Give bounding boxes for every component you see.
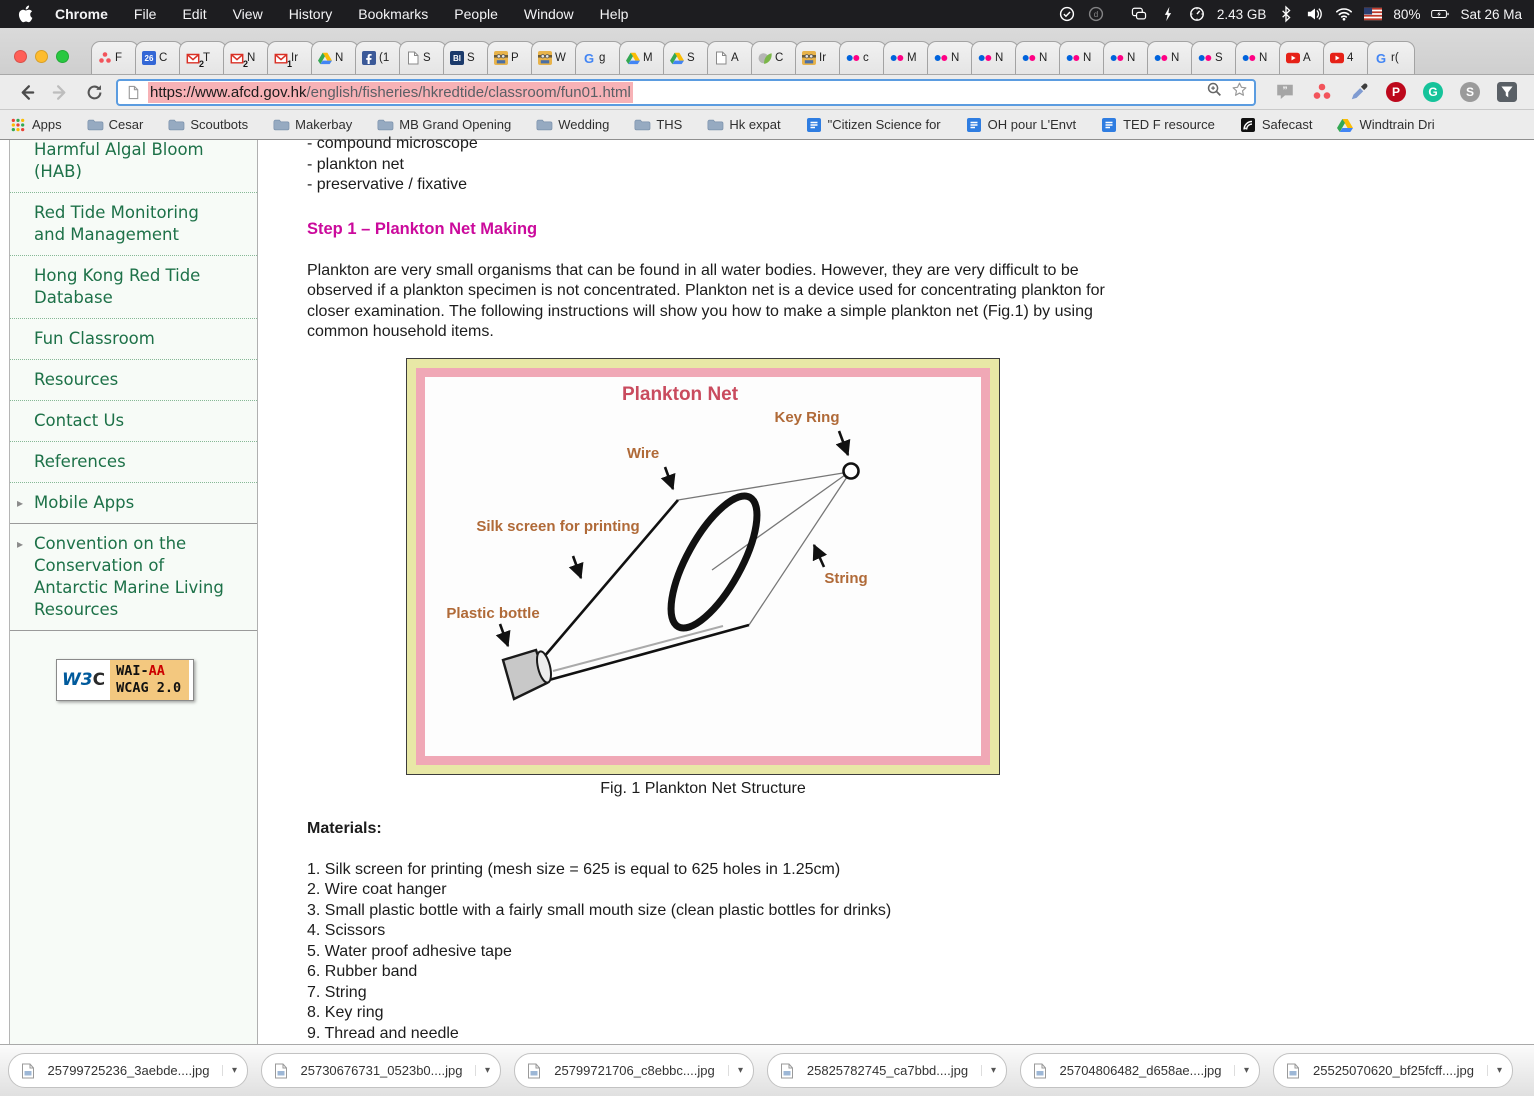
browser-tab[interactable]	[795, 41, 843, 74]
drive-icon	[1337, 118, 1353, 132]
sidebar-item-label: Red Tide Monitoring and Management	[34, 203, 199, 244]
browser-tab[interactable]	[355, 41, 403, 74]
tab-label: P	[511, 52, 519, 64]
d-circle-icon[interactable]	[1087, 6, 1105, 22]
intro-paragraph: Plankton are very small organisms that can be found in all water bodies. However, they are very difficult to be observed if a plankton specimen is not concentrated. Plankton net is a device used for concentrating plankton for closer examination. The following instructions will show you how to make a simple plankton net (Fig.1) by using common household items.	[307, 261, 1105, 340]
menu-window[interactable]: Window	[523, 6, 574, 22]
tab-label: (1	[379, 52, 390, 64]
folder-icon	[377, 118, 393, 132]
unread-count: 1	[286, 59, 292, 69]
tab-label: N	[247, 52, 256, 64]
download-caret-icon[interactable]: ▾	[728, 1065, 743, 1076]
browser-tab[interactable]	[135, 41, 183, 74]
download-filename: 25730676731_0523b0....jpg	[300, 1063, 463, 1078]
materials-item: 1. Silk screen for printing (mesh size = 625 is equal to 625 holes in 1.25cm)	[307, 860, 841, 878]
materials-item: 5. Water proof adhesive tape	[307, 942, 512, 960]
browser-tab[interactable]	[531, 41, 579, 74]
materials-item: 3. Small plastic bottle with a fairly small mouth size (clean plastic bottles for drinks)	[307, 901, 892, 919]
menu-left	[18, 5, 654, 23]
gmail-favicon-icon	[230, 51, 248, 69]
bookmark-ths[interactable]	[634, 117, 682, 132]
figure-label-wire: Wire	[626, 444, 660, 462]
figure-label-key-ring: Key Ring	[774, 408, 840, 426]
sidebar-item[interactable]	[10, 483, 257, 524]
minion-favicon-icon	[494, 51, 508, 65]
download-caret-icon[interactable]: ▾	[1234, 1065, 1249, 1076]
browser-tab[interactable]	[707, 41, 755, 74]
tab-label: S	[423, 52, 431, 64]
minion-favicon-icon	[538, 51, 552, 65]
tab-strip	[0, 28, 1534, 75]
browser-tab[interactable]	[1147, 41, 1195, 74]
google-favicon-icon: G	[583, 50, 595, 66]
browser-tab[interactable]	[575, 41, 623, 74]
apple-icon[interactable]	[18, 5, 33, 23]
sidebar-item-label: Hong Kong Red Tide Database	[34, 266, 201, 307]
bookmark-label: Scoutbots	[190, 117, 249, 132]
svg-text:”: ”	[1282, 85, 1288, 97]
flickr-favicon-icon	[934, 51, 948, 65]
reload-button[interactable]	[82, 80, 106, 104]
quote-bubble-icon[interactable]	[1274, 81, 1296, 103]
facebook-favicon-icon	[362, 51, 376, 65]
tab-label: N	[1039, 52, 1048, 64]
unread-count: 2	[198, 59, 204, 69]
chevron-right-icon: ▸	[17, 537, 24, 551]
figure-label-plastic-bottle: Plastic bottle	[446, 604, 540, 622]
bookmark-label: Windtrain Dri	[1359, 117, 1435, 132]
tab-label: g	[599, 52, 606, 64]
folder-icon	[707, 118, 723, 132]
url-host: https://www.afcd.gov.hk	[150, 83, 307, 101]
menu-bookmarks[interactable]: Bookmarks	[358, 6, 429, 22]
flickr-favicon-icon	[890, 51, 904, 65]
flickr-favicon-icon	[978, 51, 992, 65]
bookmark-label: Wedding	[558, 117, 610, 132]
tab-label: N	[1171, 52, 1180, 64]
tab-label: A	[1303, 52, 1311, 64]
url-path: /english/fisheries/hkredtide/classroom/fun01.html	[306, 83, 631, 101]
sidebar-item-label: Harmful Algal Bloom (HAB)	[34, 140, 204, 181]
bookmark-label: TED F resource	[1123, 117, 1215, 132]
flickr-favicon-icon	[1242, 51, 1256, 65]
battery-charging-icon[interactable]	[1431, 6, 1449, 22]
list-line: - plankton net	[307, 155, 404, 173]
download-item[interactable]	[8, 1053, 248, 1088]
browser-tab[interactable]	[971, 41, 1019, 74]
url-text[interactable]	[148, 84, 1198, 101]
youtube-favicon-icon	[1330, 51, 1344, 65]
safecast-icon	[1240, 118, 1256, 132]
bookmark-wedding[interactable]	[536, 117, 609, 132]
back-button[interactable]	[14, 80, 38, 104]
minion-favicon-icon	[802, 51, 816, 65]
address-bar[interactable]	[116, 79, 1256, 106]
tab-label: T	[203, 52, 211, 64]
drive-favicon-icon	[318, 51, 332, 65]
page-content	[0, 135, 1534, 1044]
jpg-file-icon	[21, 1063, 35, 1079]
browser-tab[interactable]	[91, 41, 139, 74]
tab-label: Ir	[291, 52, 299, 64]
status-text: Sat 26 Ma	[1460, 6, 1522, 22]
bi-favicon-icon: BI	[450, 51, 464, 65]
sidebar-item-label: Mobile Apps	[34, 493, 135, 512]
drive-favicon-icon	[626, 51, 640, 65]
tab-label: N	[995, 52, 1004, 64]
browser-tab[interactable]	[1323, 41, 1371, 74]
bookmark-label: Makerbay	[295, 117, 353, 132]
intro-list	[307, 134, 1534, 196]
drive-favicon-icon	[670, 51, 684, 65]
handoff-squares-icon[interactable]	[1130, 6, 1148, 22]
minimize-button[interactable]	[35, 50, 48, 63]
tab-label: C	[775, 52, 784, 64]
tab-label: N	[335, 52, 344, 64]
w3c-logo: W3 C	[57, 660, 110, 700]
figure-caption: Fig. 1 Plankton Net Structure	[600, 779, 806, 797]
sidebar-item-label: References	[34, 452, 126, 471]
bookmark-label: Safecast	[1261, 117, 1313, 132]
flickr-favicon-icon	[1022, 51, 1036, 65]
eyedropper-icon[interactable]	[1348, 81, 1370, 103]
tab-label: Ir	[819, 52, 827, 64]
figure-title: Plankton Net	[621, 383, 739, 405]
tab-label: N	[1259, 52, 1268, 64]
tab-label: r(	[1391, 52, 1399, 64]
jpg-file-icon	[527, 1063, 541, 1079]
tab-label: S	[687, 52, 695, 64]
jpg-file-icon	[1033, 1063, 1047, 1079]
browser-tab[interactable]	[1191, 41, 1239, 74]
menu-help[interactable]: Help	[599, 6, 629, 22]
tab-label: S	[1215, 52, 1223, 64]
bookmark-oh-pour-l-envt[interactable]	[966, 117, 1076, 132]
browser-tab[interactable]	[1235, 41, 1283, 74]
bluedoc-icon	[966, 118, 982, 132]
jpg-file-icon	[274, 1063, 288, 1079]
check-circle-icon[interactable]	[1058, 6, 1076, 22]
tab-label: W	[555, 52, 566, 64]
download-filename: 25525070620_bf25fcff....jpg	[1313, 1063, 1474, 1078]
menu-view[interactable]: View	[232, 6, 263, 22]
download-item[interactable]	[1273, 1053, 1513, 1088]
browser-tab[interactable]	[927, 41, 975, 74]
browser-tab[interactable]	[399, 41, 447, 74]
browser-tabs	[91, 41, 1534, 74]
tab-label: c	[863, 52, 869, 64]
materials-item: 8. Key ring	[307, 1004, 384, 1021]
bookmark-label: OH pour L'Envt	[987, 117, 1077, 132]
status-text: 2.43 GB	[1216, 6, 1267, 22]
extension-icons	[1274, 81, 1518, 103]
gmail-favicon-icon	[274, 51, 292, 69]
tab-label: M	[643, 52, 653, 64]
sidebar-item[interactable]	[10, 360, 257, 401]
browser-tab[interactable]	[267, 41, 315, 74]
download-caret-icon[interactable]: ▾	[1487, 1065, 1502, 1076]
flickr-favicon-icon	[1154, 51, 1168, 65]
browser-tab[interactable]	[883, 41, 931, 74]
folder-icon	[634, 118, 650, 132]
doc-favicon-icon	[714, 51, 728, 65]
browser-tab[interactable]	[311, 41, 359, 74]
bookmark-makerbay[interactable]	[273, 117, 352, 132]
doc-favicon-icon	[406, 51, 420, 65]
download-filename: 25799725236_3aebde....jpg	[47, 1063, 210, 1078]
materials-item: 6. Rubber band	[307, 963, 418, 980]
sidebar-item[interactable]	[10, 256, 257, 319]
download-item[interactable]	[514, 1053, 754, 1088]
download-item[interactable]	[767, 1053, 1007, 1088]
bookmark--citizen-science-for[interactable]	[806, 117, 941, 132]
sidebar-item-label: Convention on the Conservation of Antarctic Marine Living Resources	[34, 534, 224, 619]
menu-history[interactable]: History	[288, 6, 333, 22]
lightning-icon[interactable]	[1159, 6, 1177, 22]
bluedoc-icon	[1101, 118, 1117, 132]
sidebar-item[interactable]	[10, 401, 257, 442]
bookmark-label: Hk expat	[729, 117, 781, 132]
browser-tab[interactable]	[487, 41, 535, 74]
plankton-net-figure	[406, 358, 1000, 775]
wcag-badge-link[interactable]	[56, 659, 194, 701]
wcag-text: WAI-AA WCAG 2.0	[110, 660, 189, 700]
gauge-icon[interactable]	[1188, 6, 1206, 22]
materials-item: 2. Wire coat hanger	[307, 881, 447, 898]
youtube-favicon-icon	[1286, 51, 1300, 65]
bookmark-ted-f-resource[interactable]	[1101, 117, 1215, 132]
menu-edit[interactable]: Edit	[182, 6, 207, 22]
browser-tab[interactable]	[619, 41, 667, 74]
jpg-file-icon	[1286, 1063, 1300, 1079]
folder-icon	[273, 118, 289, 132]
menu-people[interactable]: People	[454, 6, 498, 22]
dots-red-icon[interactable]	[1311, 81, 1333, 103]
status-text: 80%	[1393, 6, 1421, 22]
svg-text:d: d	[1093, 10, 1099, 20]
tab-label: N	[1127, 52, 1136, 64]
sidebar-item-label: Fun Classroom	[34, 329, 155, 348]
browser-tab[interactable]	[751, 41, 799, 74]
bookmark-label: "Citizen Science for	[827, 117, 941, 132]
dots-red-favicon-icon	[98, 51, 112, 65]
browser-tab[interactable]	[1103, 41, 1151, 74]
bookmark-label: MB Grand Opening	[399, 117, 512, 132]
us-flag-icon[interactable]	[1364, 6, 1382, 22]
bookmark-label: THS	[656, 117, 683, 132]
chevron-right-icon: ▸	[17, 496, 24, 510]
bookmark-mb-grand-opening[interactable]	[377, 117, 511, 132]
sidebar-item[interactable]	[10, 442, 257, 483]
browser-tab[interactable]	[1367, 41, 1415, 74]
materials-item: 9. Thread and needle	[307, 1024, 459, 1042]
download-filename: 25704806482_d658ae....jpg	[1059, 1063, 1222, 1078]
flickr-favicon-icon	[1198, 51, 1212, 65]
window-controls	[14, 50, 69, 63]
menu-file[interactable]: File	[133, 6, 157, 22]
bookmark-label: Cesar	[108, 117, 144, 132]
gmail-favicon-icon	[186, 51, 204, 69]
wifi-icon[interactable]	[1335, 6, 1353, 22]
download-caret-icon[interactable]: ▾	[981, 1065, 996, 1076]
sidebar-item[interactable]	[10, 130, 257, 193]
download-item[interactable]	[1020, 1053, 1260, 1088]
sidebar-item-label: Contact Us	[34, 411, 125, 430]
skype-icon[interactable]: S	[1459, 81, 1481, 103]
flickr-favicon-icon	[1110, 51, 1124, 65]
materials-item: 7. String	[307, 983, 367, 1001]
grammarly-icon[interactable]: G	[1422, 81, 1444, 103]
unread-count: 2	[242, 59, 248, 69]
menu-app-name[interactable]: Chrome	[55, 6, 108, 22]
browser-tab[interactable]	[1279, 41, 1327, 74]
tab-label: C	[159, 52, 168, 64]
download-filename: 25825782745_ca7bbd....jpg	[806, 1063, 969, 1078]
zoom-icon[interactable]	[1206, 81, 1223, 103]
flickr-favicon-icon	[846, 51, 860, 65]
pinterest-icon[interactable]: P	[1385, 81, 1407, 103]
browser-tab[interactable]	[179, 41, 227, 74]
main-content	[258, 135, 1534, 1044]
sidebar-item[interactable]	[10, 193, 257, 256]
materials-item: 4. Scissors	[307, 922, 386, 939]
browser-tab[interactable]	[839, 41, 887, 74]
forward-button[interactable]	[48, 80, 72, 104]
figure-label-string: String	[824, 569, 868, 587]
leaf-favicon-icon	[758, 51, 772, 65]
tab-label: N	[951, 52, 960, 64]
browser-tab[interactable]	[443, 41, 491, 74]
jpg-file-icon	[780, 1063, 794, 1079]
macos-menu-bar	[0, 0, 1534, 28]
bookmark-windtrain-dri[interactable]	[1337, 117, 1434, 132]
google-favicon-icon: G	[1375, 50, 1387, 66]
list-line: - compound microscope	[307, 135, 478, 152]
bookmark-safecast[interactable]	[1240, 117, 1313, 132]
sidebar-nav	[9, 140, 258, 1044]
fullscreen-button[interactable]	[56, 50, 69, 63]
download-caret-icon[interactable]: ▾	[475, 1065, 490, 1076]
tab-label: F	[115, 52, 123, 64]
step-heading: Step 1 – Plankton Net Making	[307, 219, 538, 238]
downloads-bar	[0, 1044, 1534, 1096]
browser-tab[interactable]	[223, 41, 271, 74]
close-button[interactable]	[14, 50, 27, 63]
download-item[interactable]	[261, 1053, 501, 1088]
volume-icon[interactable]	[1306, 6, 1324, 22]
figure-label-silk-screen: Silk screen for printing	[476, 517, 640, 535]
tab-label: S	[467, 52, 475, 64]
bookmark-star-icon[interactable]	[1231, 81, 1248, 103]
materials-heading: Materials:	[307, 819, 382, 837]
download-caret-icon[interactable]: ▾	[222, 1065, 237, 1076]
bluedoc-icon	[806, 118, 822, 132]
download-filename: 25799721706_c8ebbc....jpg	[554, 1063, 715, 1078]
tab-label: M	[907, 52, 917, 64]
bookmark-hk-expat[interactable]	[707, 117, 780, 132]
calendar-favicon-icon: 26	[142, 51, 156, 65]
sidebar-item[interactable]	[10, 524, 257, 631]
flickr-favicon-icon	[1066, 51, 1080, 65]
list-line: - preservative / fixative	[307, 176, 468, 193]
bookmark-label: Apps	[32, 117, 62, 132]
browser-tab[interactable]	[663, 41, 711, 74]
browser-tab[interactable]	[1059, 41, 1107, 74]
browser-tab[interactable]	[1015, 41, 1063, 74]
folder-icon	[536, 118, 552, 132]
materials-list	[307, 860, 1534, 1045]
tab-label: N	[1083, 52, 1092, 64]
page-icon	[126, 85, 141, 100]
bluetooth-icon[interactable]	[1277, 6, 1295, 22]
tab-label: A	[731, 52, 739, 64]
sidebar-item-label: Resources	[34, 370, 119, 389]
funnel-icon[interactable]	[1496, 81, 1518, 103]
browser-toolbar	[0, 75, 1534, 110]
sidebar-item[interactable]	[10, 319, 257, 360]
tab-label: 4	[1347, 52, 1354, 64]
menu-status-area	[1058, 6, 1522, 22]
